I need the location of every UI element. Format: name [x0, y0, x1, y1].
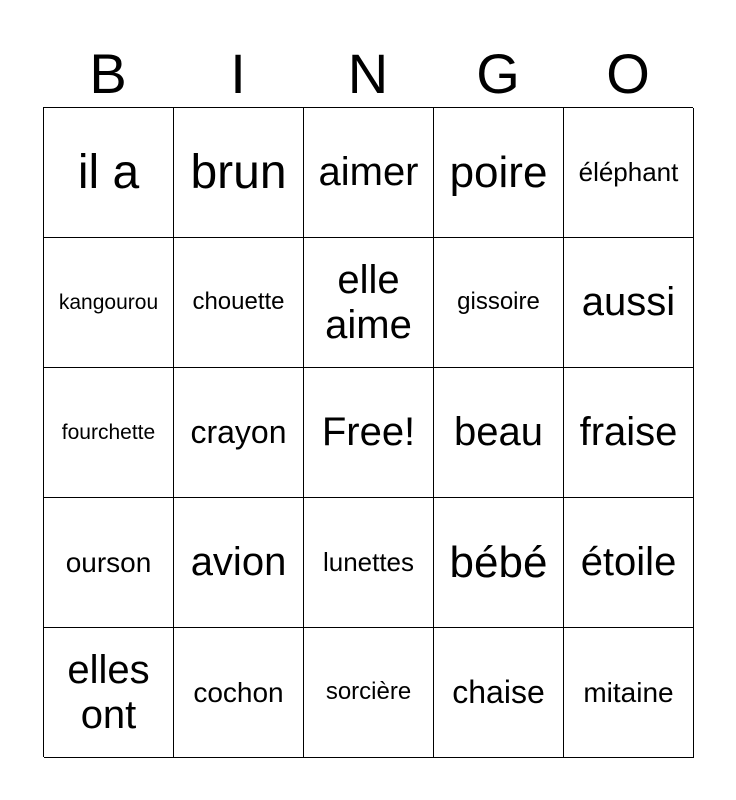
bingo-cell-r4c4: bébé [434, 498, 564, 628]
bingo-cell-r1c4: poire [434, 108, 564, 238]
bingo-cell-r3c4: beau [434, 368, 564, 498]
bingo-cell-r4c3: lunettes [304, 498, 434, 628]
bingo-cell-r1c3: aimer [304, 108, 434, 238]
bingo-cell-r1c5: éléphant [564, 108, 694, 238]
bingo-cell-r3c5: fraise [564, 368, 694, 498]
header-letter-b: B [89, 42, 127, 105]
bingo-cell-r2c2: chouette [174, 238, 304, 368]
header-letter-n: N [347, 42, 389, 105]
header-letter-g: G [476, 42, 520, 105]
header-letter-i: I [230, 42, 246, 105]
bingo-cell-r3c2: crayon [174, 368, 304, 498]
bingo-board [43, 107, 693, 757]
bingo-cell-r5c1: elles ont [44, 628, 174, 758]
bingo-cell-r4c1: ourson [44, 498, 174, 628]
bingo-cell-r5c5: mitaine [564, 628, 694, 758]
bingo-cell-r5c4: chaise [434, 628, 564, 758]
header-letter-o: O [606, 42, 650, 105]
bingo-cell-r2c3: elle aime [304, 238, 434, 368]
bingo-cell-r2c4: gissoire [434, 238, 564, 368]
bingo-cell-r1c2: brun [174, 108, 304, 238]
bingo-cell-r5c3: sorcière [304, 628, 434, 758]
bingo-cell-free: Free! [304, 368, 434, 498]
bingo-cell-r2c5: aussi [564, 238, 694, 368]
bingo-cell-r2c1: kangourou [44, 238, 174, 368]
bingo-cell-r4c5: étoile [564, 498, 694, 628]
bingo-cell-r4c2: avion [174, 498, 304, 628]
bingo-cell-r3c1: fourchette [44, 368, 174, 498]
bingo-cell-r1c1: il a [44, 108, 174, 238]
bingo-cell-r5c2: cochon [174, 628, 304, 758]
bingo-header [43, 40, 693, 108]
